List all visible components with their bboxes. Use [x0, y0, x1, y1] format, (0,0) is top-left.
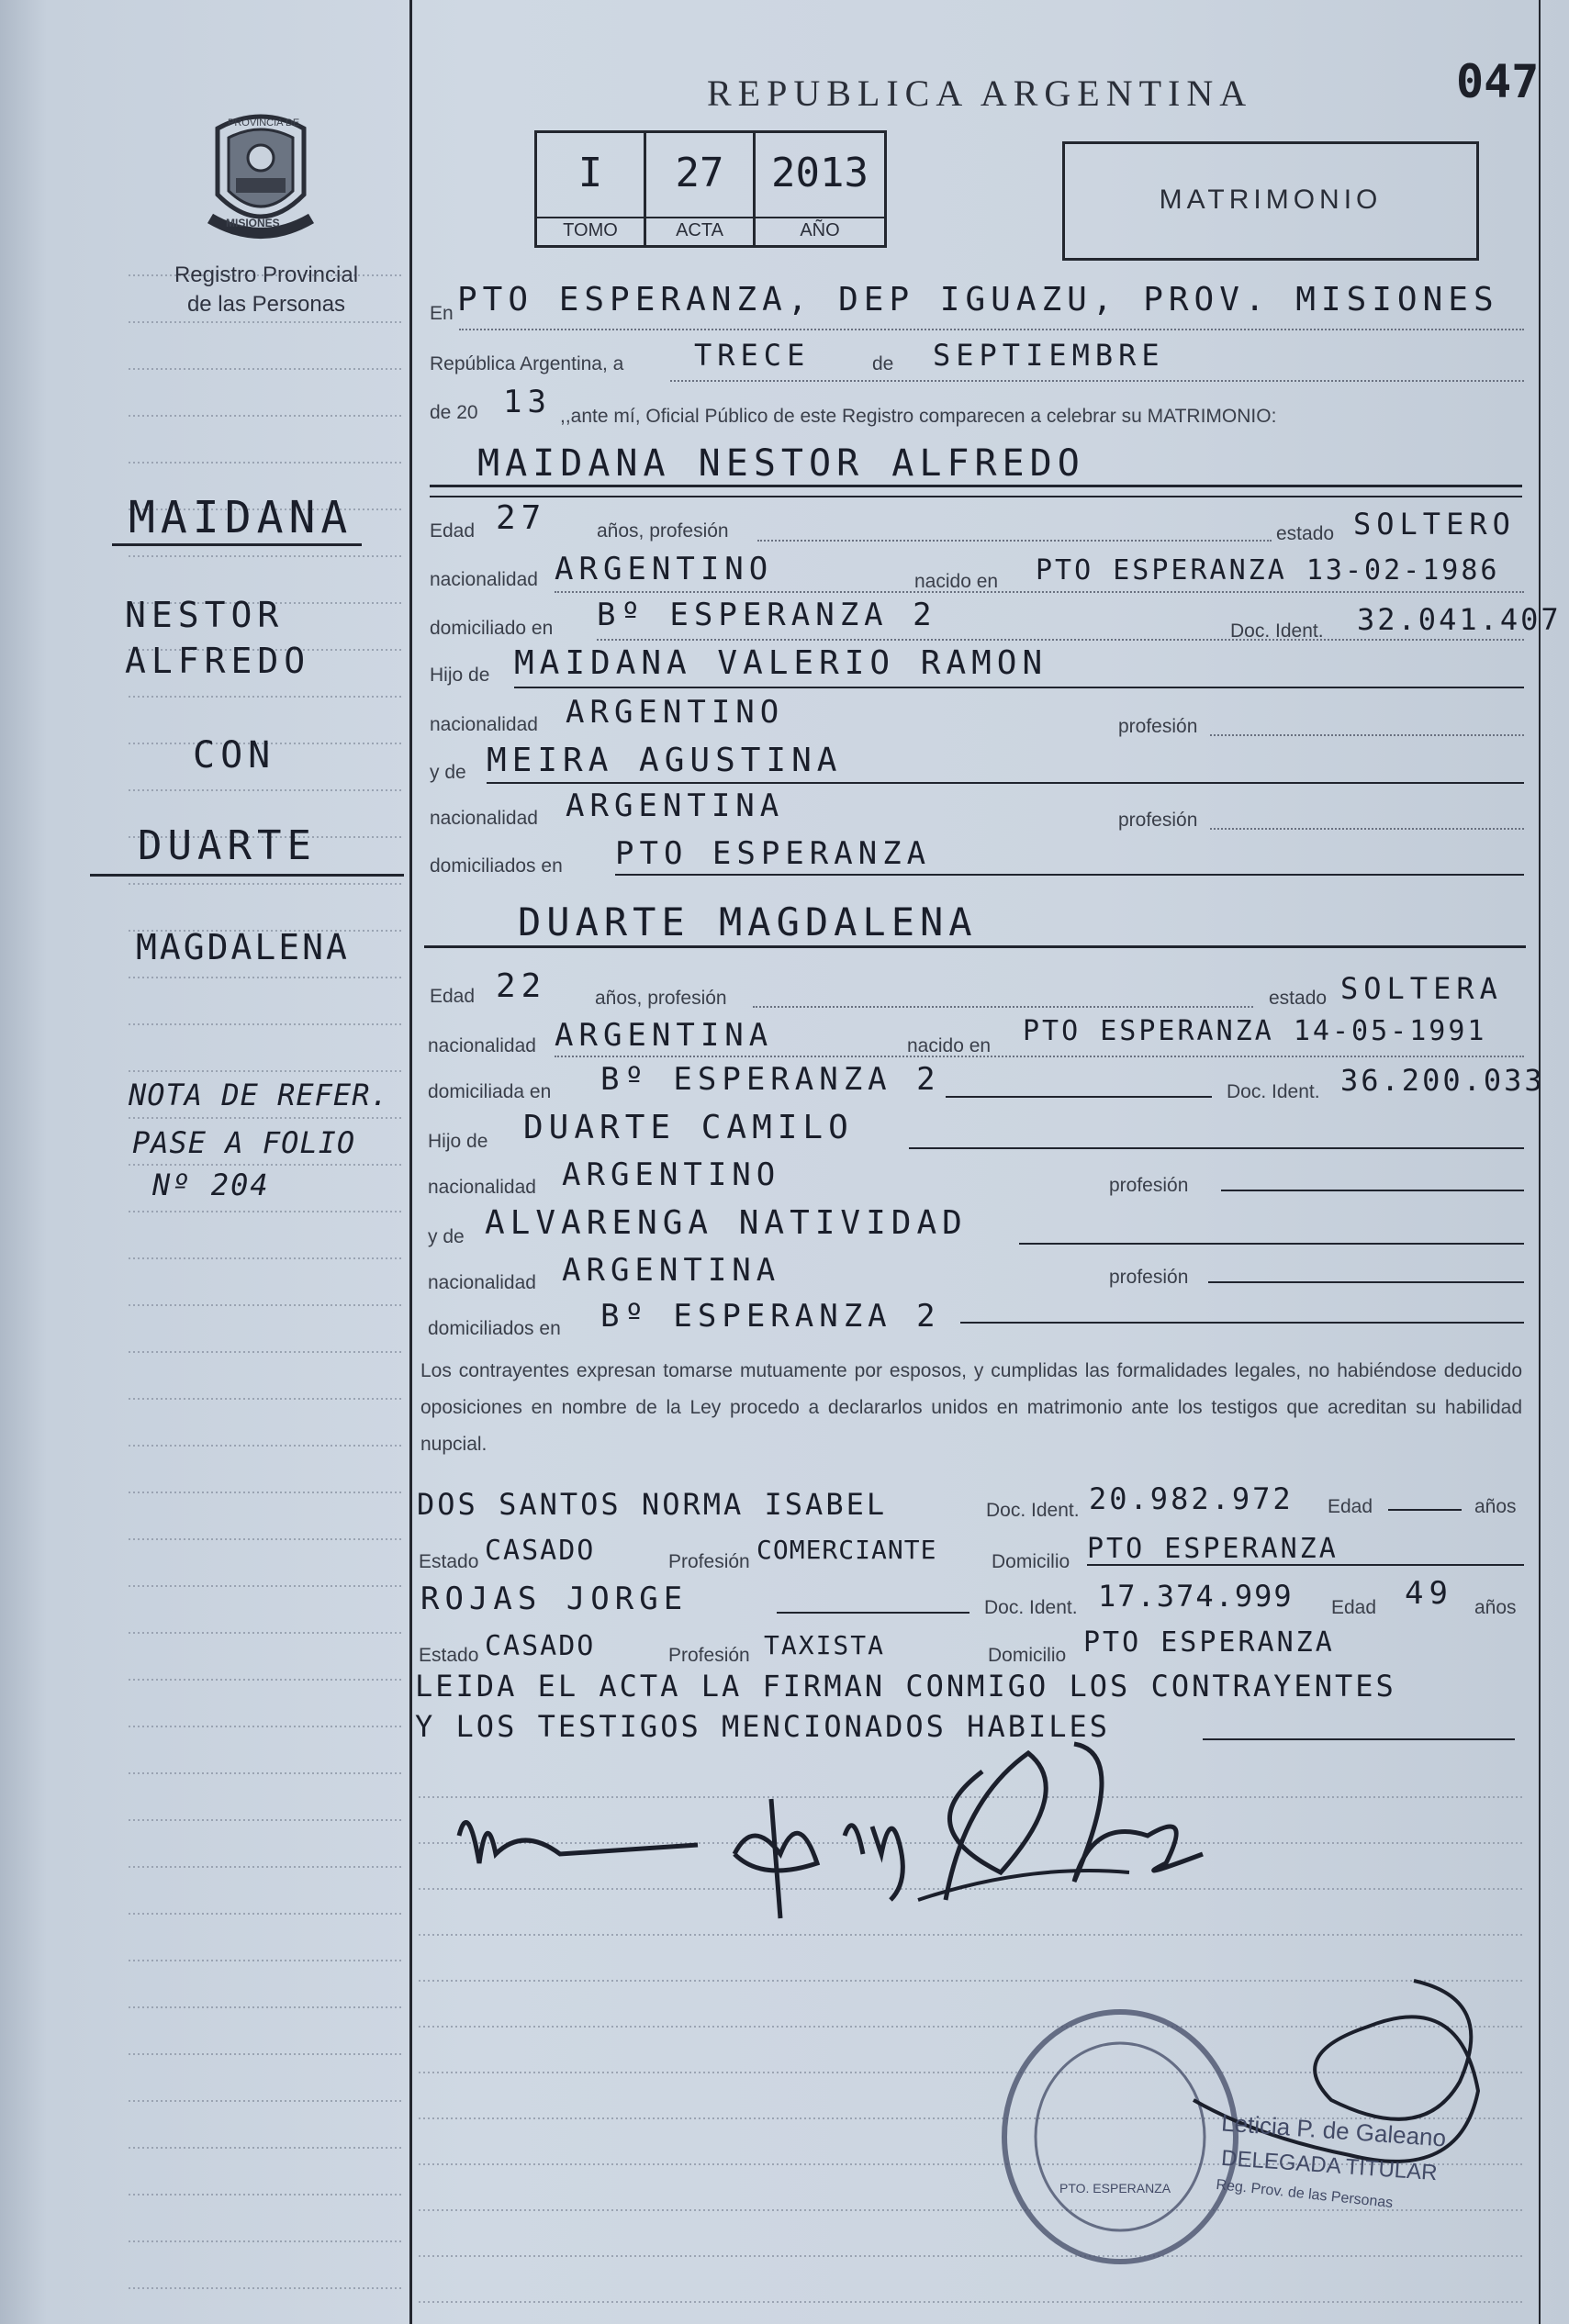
margin-groom-surname: MAIDANA: [129, 492, 353, 543]
bride-address: Bº ESPERANZA 2: [600, 1061, 941, 1098]
bride-doc: 36.200.033: [1340, 1063, 1545, 1098]
bride-mother-nat-label: nacionalidad: [428, 1272, 536, 1293]
witness1-dom-label: Domicilio: [992, 1551, 1070, 1572]
bride-profesion-line: [753, 1006, 1253, 1008]
bride-hijo-label: Hijo de: [428, 1131, 488, 1152]
bride-father-nat-label: nacionalidad: [428, 1177, 536, 1198]
margin-note-2: PASE A FOLIO: [132, 1125, 356, 1160]
stamp-org: Reg. Prov. de las Personas: [1215, 2176, 1394, 2212]
month-value: SEPTIEMBRE: [933, 338, 1165, 373]
tomo-label: TOMO: [537, 217, 644, 241]
anio-cell: [756, 133, 884, 245]
witness1-edad-label: Edad: [1328, 1496, 1373, 1517]
groom-estado-label: estado: [1276, 523, 1335, 544]
witness2-estado-label: Estado: [419, 1645, 479, 1666]
bride-doc-label: Doc. Ident.: [1227, 1081, 1320, 1102]
groom-nationality: ARGENTINO: [555, 551, 774, 587]
bride-nacido-label: nacido en: [907, 1035, 992, 1056]
witness1-doc-label: Doc. Ident.: [986, 1500, 1080, 1521]
bride-parents-line: [960, 1322, 1524, 1324]
groom-father-nat-label: nacionalidad: [430, 714, 538, 735]
agency-line1: Registro Provincial: [174, 263, 359, 287]
bride-mother-line: [1019, 1243, 1524, 1245]
anio-value: 2013: [771, 150, 869, 196]
declaration-text: Los contrayentes expresan tomarse mutuamente por esposos, y cumplidas las formalidades legales, no habiéndose deducido oposiciones en nombre de la Ley procedo a declararlos unidos en matrimonio ante los testigos que acreditan su habilidad nupcial.: [420, 1360, 1522, 1455]
groom-doc: 32.041.407: [1357, 602, 1562, 637]
groom-mother-line: [487, 782, 1524, 784]
witness1-profession: COMERCIANTE: [756, 1535, 937, 1565]
folio-number: 047: [1456, 55, 1540, 108]
bride-marital-status: SOLTERA: [1340, 971, 1503, 1006]
acta-cell: [646, 133, 756, 245]
witness1-address: PTO ESPERANZA: [1087, 1533, 1339, 1565]
bride-anios-profesion: años, profesión: [595, 988, 727, 1009]
bride-yde-label: y de: [428, 1226, 465, 1247]
groom-anios-profesion: años, profesión: [597, 520, 729, 542]
margin-bride-given: MAGDALENA: [136, 927, 350, 967]
emblem-bottom-text: MISIONES: [226, 217, 280, 229]
groom-edad-label: Edad: [430, 520, 476, 542]
witness2-estado: CASADO: [485, 1630, 596, 1662]
bride-nacionalidad-label: nacionalidad: [428, 1035, 536, 1056]
bride-birth: PTO ESPERANZA 14-05-1991: [1023, 1015, 1487, 1047]
groom-name-line: [430, 485, 1522, 487]
groom-father-line: [514, 687, 1524, 688]
de-label: de: [872, 353, 894, 374]
margin-groom-given1: NESTOR: [125, 595, 285, 635]
margin-note-1: NOTA DE REFER.: [129, 1078, 389, 1112]
groom-marital-status: SOLTERO: [1353, 507, 1516, 542]
groom-age: 27: [496, 499, 547, 537]
groom-profesion-line: [757, 540, 1272, 542]
groom-mother: MEIRA AGUSTINA: [487, 742, 843, 779]
signatures: [431, 1716, 1285, 1937]
groom-father-prof-line: [1210, 734, 1524, 736]
groom-parents-address: PTO ESPERANZA: [615, 835, 932, 872]
witness2-prof-label: Profesión: [668, 1645, 750, 1666]
stamp-title: DELEGADA TITULAR: [1220, 2145, 1439, 2186]
bride-father: DUARTE CAMILO: [523, 1109, 854, 1146]
margin-bride-surname: DUARTE: [138, 822, 317, 869]
acta-value: 27: [675, 150, 724, 196]
witness2-name: ROJAS JORGE: [420, 1581, 689, 1617]
agency-name: [138, 261, 395, 319]
date-line: [670, 380, 1524, 382]
witness2-edad-label: Edad: [1331, 1597, 1377, 1618]
anio-label: AÑO: [756, 217, 884, 241]
bride-estado-label: estado: [1269, 988, 1328, 1009]
groom-father-prof-label: profesión: [1118, 716, 1198, 737]
groom-mother-nationality: ARGENTINA: [566, 788, 785, 824]
bride-father-prof-line: [1221, 1190, 1524, 1191]
witness2-doc: 17.374.999: [1098, 1579, 1294, 1614]
official-stamp: [982, 1944, 1533, 2274]
bride-mother-prof-line: [1208, 1281, 1524, 1283]
margin-bride-underline: [90, 874, 404, 877]
groom-name-line-2: [430, 496, 1522, 497]
bride-father-prof-label: profesión: [1109, 1175, 1189, 1196]
groom-father-nationality: ARGENTINO: [566, 694, 785, 731]
ante-text: ,,ante mí, Oficial Público de este Registro comparecen a celebrar su MATRIMONIO:: [560, 406, 1277, 427]
groom-parents-dom-label: domiciliados en: [430, 855, 563, 877]
right-edge-line: [1539, 0, 1541, 2324]
place-value: PTO ESPERANZA, DEP IGUAZU, PROV. MISIONES: [457, 281, 1499, 318]
year-suffix: 13: [503, 384, 552, 420]
year-prefix: de 20: [430, 402, 478, 423]
groom-father: MAIDANA VALERIO RAMON: [514, 644, 1048, 682]
tomo-cell: [537, 133, 646, 245]
record-number-box: [534, 130, 887, 248]
witness2-dom-label: Domicilio: [988, 1645, 1067, 1666]
acta-label: ACTA: [646, 217, 753, 241]
witness2-name-line: [777, 1612, 969, 1614]
groom-birth: PTO ESPERANZA 13-02-1986: [1036, 554, 1500, 587]
groom-parents-line: [615, 874, 1524, 876]
groom-address: Bº ESPERANZA 2: [597, 597, 937, 633]
groom-full-name: MAIDANA NESTOR ALFREDO: [477, 442, 1085, 485]
groom-doc-label: Doc. Ident.: [1230, 620, 1324, 642]
bride-mother-nationality: ARGENTINA: [562, 1252, 781, 1289]
bride-nationality: ARGENTINA: [555, 1017, 774, 1054]
groom-dom-line: [597, 639, 1524, 641]
witness2-profession: TAXISTA: [764, 1630, 886, 1660]
groom-yde-label: y de: [430, 762, 466, 783]
bride-mother-prof-label: profesión: [1109, 1267, 1189, 1288]
bride-nat-line: [555, 1056, 1524, 1057]
agency-line2: de las Personas: [186, 292, 346, 317]
margin-groom-given2: ALFREDO: [125, 641, 311, 681]
margin-note-3: Nº 204: [152, 1168, 270, 1202]
republica-label: República Argentina, a: [430, 353, 624, 374]
bride-full-name: DUARTE MAGDALENA: [518, 899, 978, 944]
groom-mother-nat-label: nacionalidad: [430, 808, 538, 829]
witness1-age-line: [1388, 1509, 1462, 1511]
witness2-anios: años: [1474, 1597, 1517, 1618]
bride-parents-address: Bº ESPERANZA 2: [600, 1298, 941, 1335]
groom-domicilio-label: domiciliado en: [430, 618, 554, 639]
bride-parents-dom-label: domiciliados en: [428, 1318, 561, 1339]
groom-mother-prof-label: profesión: [1118, 810, 1198, 831]
groom-nat-line: [555, 591, 1524, 593]
place-line: [459, 329, 1524, 330]
bride-mother: ALVARENGA NATIVIDAD: [485, 1204, 968, 1242]
witness1-estado: CASADO: [485, 1535, 596, 1567]
witness1-prof-label: Profesión: [668, 1551, 750, 1572]
witness1-doc: 20.982.972: [1089, 1481, 1294, 1516]
witness1-estado-label: Estado: [419, 1551, 479, 1572]
groom-hijo-label: Hijo de: [430, 665, 490, 686]
witness2-doc-label: Doc. Ident.: [984, 1597, 1078, 1618]
bride-name-line: [424, 945, 1526, 948]
country-title: REPUBLICA ARGENTINA: [707, 73, 1253, 114]
witness2-address: PTO ESPERANZA: [1083, 1626, 1335, 1659]
witness1-name: DOS SANTOS NORMA ISABEL: [417, 1487, 888, 1522]
groom-mother-prof-line: [1210, 828, 1524, 830]
witness2-age: 49: [1405, 1575, 1453, 1612]
groom-nacionalidad-label: nacionalidad: [430, 569, 538, 590]
bride-edad-label: Edad: [430, 986, 476, 1007]
bride-father-line: [909, 1147, 1524, 1149]
witness1-dom-line: [1087, 1564, 1524, 1566]
day-value: TRECE: [694, 338, 811, 373]
stamp-name: Leticia P. de Galeano: [1220, 2108, 1448, 2152]
record-type: MATRIMONIO: [1159, 184, 1383, 215]
bride-dom-line: [946, 1096, 1212, 1098]
tomo-value: I: [577, 150, 603, 196]
closing-line-1: LEIDA EL ACTA LA FIRMAN CONMIGO LOS CONTRAYENTES: [415, 1669, 1396, 1704]
bride-father-nationality: ARGENTINO: [562, 1156, 781, 1193]
bride-domicilio-label: domiciliada en: [428, 1081, 552, 1102]
margin-groom-underline: [112, 543, 362, 546]
groom-nacido-label: nacido en: [914, 571, 999, 592]
margin-divider: [409, 0, 412, 2324]
record-type-box: [1062, 141, 1479, 261]
stamp-bottom-text: PTO. ESPERANZA: [1059, 2181, 1171, 2196]
en-label: En: [430, 303, 454, 324]
emblem-top-text: PROVINCIA DE: [228, 117, 300, 128]
witness1-anios: años: [1474, 1496, 1517, 1517]
margin-con: CON: [193, 734, 276, 777]
closing-line-2: Y LOS TESTIGOS MENCIONADOS HABILES: [415, 1709, 1111, 1744]
bride-age: 22: [496, 967, 547, 1005]
